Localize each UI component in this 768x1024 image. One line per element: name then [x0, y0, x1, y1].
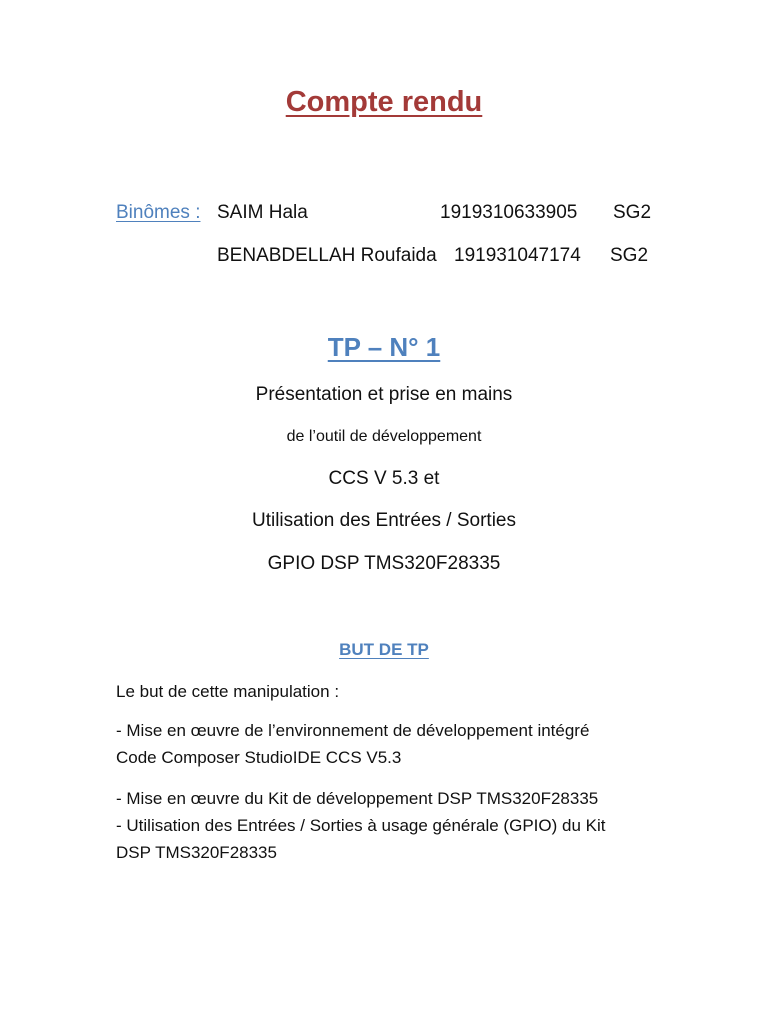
objective-intro: Le but de cette manipulation : — [116, 682, 340, 701]
tp-title: TP – N° 1 — [327, 332, 441, 362]
objective-line: - Mise en œuvre de l’environnement de développement intégré — [116, 721, 590, 740]
document-title: Compte rendu — [285, 86, 483, 118]
objective-heading: BUT DE TP — [339, 640, 429, 659]
objective-line: DSP TMS320F28335 — [116, 843, 277, 862]
binomes-label: Binômes : — [116, 202, 201, 223]
tp-subtitle-line: GPIO DSP TMS320F28335 — [267, 553, 501, 574]
tp-subtitle-line: CCS V 5.3 et — [328, 468, 440, 489]
objective-line: - Utilisation des Entrées / Sorties à usage générale (GPIO) du Kit — [116, 816, 606, 835]
member-1-group: SG2 — [613, 202, 652, 223]
tp-subtitle-line: de l’outil de développement — [286, 428, 482, 445]
member-1-id: 1919310633905 — [440, 202, 578, 223]
member-2-id: 191931047174 — [454, 245, 581, 266]
tp-subtitle-line: Utilisation des Entrées / Sorties — [251, 510, 516, 531]
objective-line: Code Composer StudioIDE CCS V5.3 — [116, 748, 402, 767]
member-2-group: SG2 — [610, 245, 649, 266]
tp-subtitle-line: Présentation et prise en mains — [255, 384, 513, 405]
objective-line: - Mise en œuvre du Kit de développement DSP TMS320F28335 — [116, 789, 599, 808]
member-1-name: SAIM Hala — [217, 202, 308, 223]
member-2-name: BENABDELLAH Roufaida — [217, 245, 437, 266]
